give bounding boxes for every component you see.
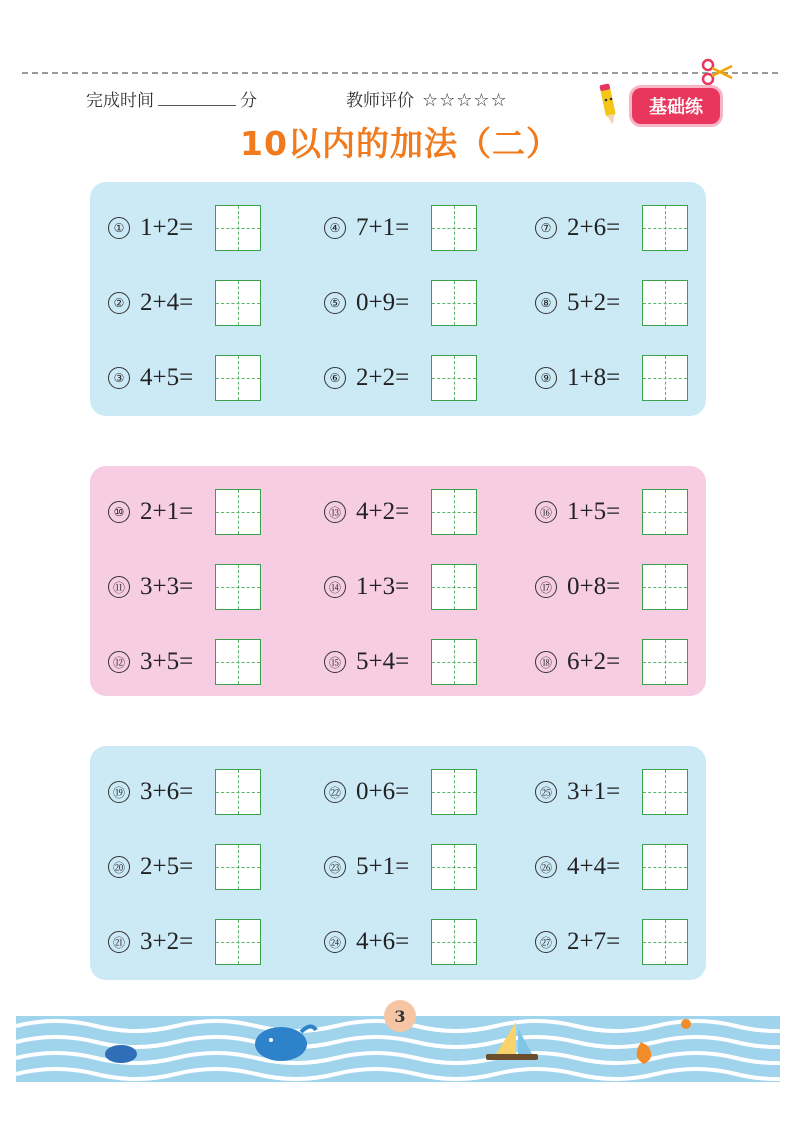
exercise-item-mid (324, 354, 477, 402)
answer-box[interactable] (642, 205, 688, 251)
question-number: ⑯ (535, 501, 557, 523)
addition-expression: 3+2= (140, 928, 194, 955)
addition-expression: 5+1= (356, 853, 410, 880)
addition-expression: 4+4= (567, 853, 621, 880)
question-number: ④ (324, 217, 346, 239)
addition-expression: 5+4= (356, 648, 410, 675)
answer-box[interactable] (215, 639, 261, 685)
exercise-item-right (535, 488, 688, 536)
question-number: ㉓ (324, 856, 346, 878)
exercise-item-left (108, 279, 261, 327)
addition-expression: 0+6= (356, 778, 410, 805)
answer-box[interactable] (642, 639, 688, 685)
addition-expression: 1+3= (356, 573, 410, 600)
addition-expression: 3+5= (140, 648, 194, 675)
question-number: ⑮ (324, 651, 346, 673)
exercise-item-mid (324, 279, 477, 327)
addition-expression: 1+8= (567, 364, 621, 391)
question-number: ⑫ (108, 651, 130, 673)
answer-box[interactable] (215, 844, 261, 890)
addition-expression: 3+3= (140, 573, 194, 600)
exercise-row (90, 204, 706, 252)
addition-expression: 1+5= (567, 498, 621, 525)
addition-expression: 3+6= (140, 778, 194, 805)
addition-expression: 0+8= (567, 573, 621, 600)
question-number: ⑬ (324, 501, 346, 523)
rating-stars[interactable]: ☆☆☆☆☆ (422, 90, 508, 111)
addition-expression: 2+2= (356, 364, 410, 391)
answer-box[interactable] (642, 489, 688, 535)
exercise-item-mid (324, 638, 477, 686)
exercise-item-mid (324, 843, 477, 891)
exercise-panel-3 (90, 746, 706, 980)
question-number: ㉗ (535, 931, 557, 953)
question-number: ⑰ (535, 576, 557, 598)
exercise-item-mid (324, 204, 477, 252)
page-number: 3 (384, 1000, 416, 1032)
answer-box[interactable] (431, 489, 477, 535)
answer-box[interactable] (642, 355, 688, 401)
answer-box[interactable] (215, 564, 261, 610)
exercise-item-left (108, 563, 261, 611)
page-title: 10以内的加法（二） (240, 124, 560, 163)
question-number: ⑨ (535, 367, 557, 389)
answer-box[interactable] (642, 919, 688, 965)
exercise-item-right (535, 768, 688, 816)
answer-box[interactable] (431, 280, 477, 326)
eval-label: 教师评价 (346, 91, 414, 111)
question-number: ⑳ (108, 856, 130, 878)
addition-expression: 4+2= (356, 498, 410, 525)
question-number: ㉕ (535, 781, 557, 803)
exercise-panel-2 (90, 466, 706, 696)
answer-box[interactable] (431, 844, 477, 890)
exercise-item-right (535, 354, 688, 402)
addition-expression: 2+1= (140, 498, 194, 525)
exercise-item-left (108, 843, 261, 891)
exercise-item-right (535, 843, 688, 891)
answer-box[interactable] (215, 280, 261, 326)
cut-line (22, 72, 778, 74)
exercise-item-right (535, 638, 688, 686)
answer-box[interactable] (215, 769, 261, 815)
question-number: ⑧ (535, 292, 557, 314)
question-number: ③ (108, 367, 130, 389)
question-number: ㉖ (535, 856, 557, 878)
exercise-item-left (108, 638, 261, 686)
addition-expression: 5+2= (567, 289, 621, 316)
exercise-item-left (108, 918, 261, 966)
exercise-item-right (535, 563, 688, 611)
exercise-item-mid (324, 563, 477, 611)
exercise-row (90, 918, 706, 966)
question-number: ⑦ (535, 217, 557, 239)
exercise-row (90, 638, 706, 686)
question-number: ① (108, 217, 130, 239)
exercise-item-left (108, 204, 261, 252)
answer-box[interactable] (431, 564, 477, 610)
basic-practice-badge: 基础练 (632, 88, 720, 124)
question-number: ⑱ (535, 651, 557, 673)
addition-expression: 2+6= (567, 214, 621, 241)
completion-time (86, 86, 257, 111)
addition-expression: 7+1= (356, 214, 410, 241)
exercise-row (90, 768, 706, 816)
exercise-item-left (108, 488, 261, 536)
addition-expression: 2+4= (140, 289, 194, 316)
addition-expression: 3+1= (567, 778, 621, 805)
question-number: ㉑ (108, 931, 130, 953)
time-unit: 分 (240, 91, 257, 111)
answer-box[interactable] (431, 769, 477, 815)
exercise-row (90, 843, 706, 891)
answer-box[interactable] (642, 844, 688, 890)
answer-box[interactable] (431, 355, 477, 401)
answer-box[interactable] (215, 919, 261, 965)
exercise-row (90, 279, 706, 327)
exercise-row (90, 354, 706, 402)
exercise-item-left (108, 354, 261, 402)
exercise-panel-1 (90, 182, 706, 416)
addition-expression: 6+2= (567, 648, 621, 675)
answer-box[interactable] (215, 355, 261, 401)
answer-box[interactable] (642, 564, 688, 610)
exercise-item-right (535, 279, 688, 327)
question-number: ② (108, 292, 130, 314)
exercise-item-mid (324, 768, 477, 816)
question-number: ⑥ (324, 367, 346, 389)
question-number: ⑤ (324, 292, 346, 314)
exercise-row (90, 563, 706, 611)
question-number: ⑩ (108, 501, 130, 523)
addition-expression: 1+2= (140, 214, 194, 241)
answer-box[interactable] (215, 205, 261, 251)
question-number: ㉒ (324, 781, 346, 803)
answer-box[interactable] (642, 769, 688, 815)
exercise-item-left (108, 768, 261, 816)
question-number: ⑲ (108, 781, 130, 803)
exercise-item-mid (324, 918, 477, 966)
question-number: ⑭ (324, 576, 346, 598)
teacher-evaluation (346, 86, 508, 111)
exercise-item-right (535, 204, 688, 252)
exercise-item-right (535, 918, 688, 966)
time-label: 完成时间 (86, 91, 154, 111)
answer-box[interactable] (431, 205, 477, 251)
question-number: ㉔ (324, 931, 346, 953)
scissors-icon (700, 58, 734, 86)
addition-expression: 2+5= (140, 853, 194, 880)
addition-expression: 4+6= (356, 928, 410, 955)
answer-box[interactable] (431, 639, 477, 685)
time-blank[interactable] (158, 91, 236, 106)
exercise-item-mid (324, 488, 477, 536)
addition-expression: 2+7= (567, 928, 621, 955)
addition-expression: 0+9= (356, 289, 410, 316)
question-number: ⑪ (108, 576, 130, 598)
answer-box[interactable] (431, 919, 477, 965)
exercise-row (90, 488, 706, 536)
answer-box[interactable] (642, 280, 688, 326)
answer-box[interactable] (215, 489, 261, 535)
addition-expression: 4+5= (140, 364, 194, 391)
